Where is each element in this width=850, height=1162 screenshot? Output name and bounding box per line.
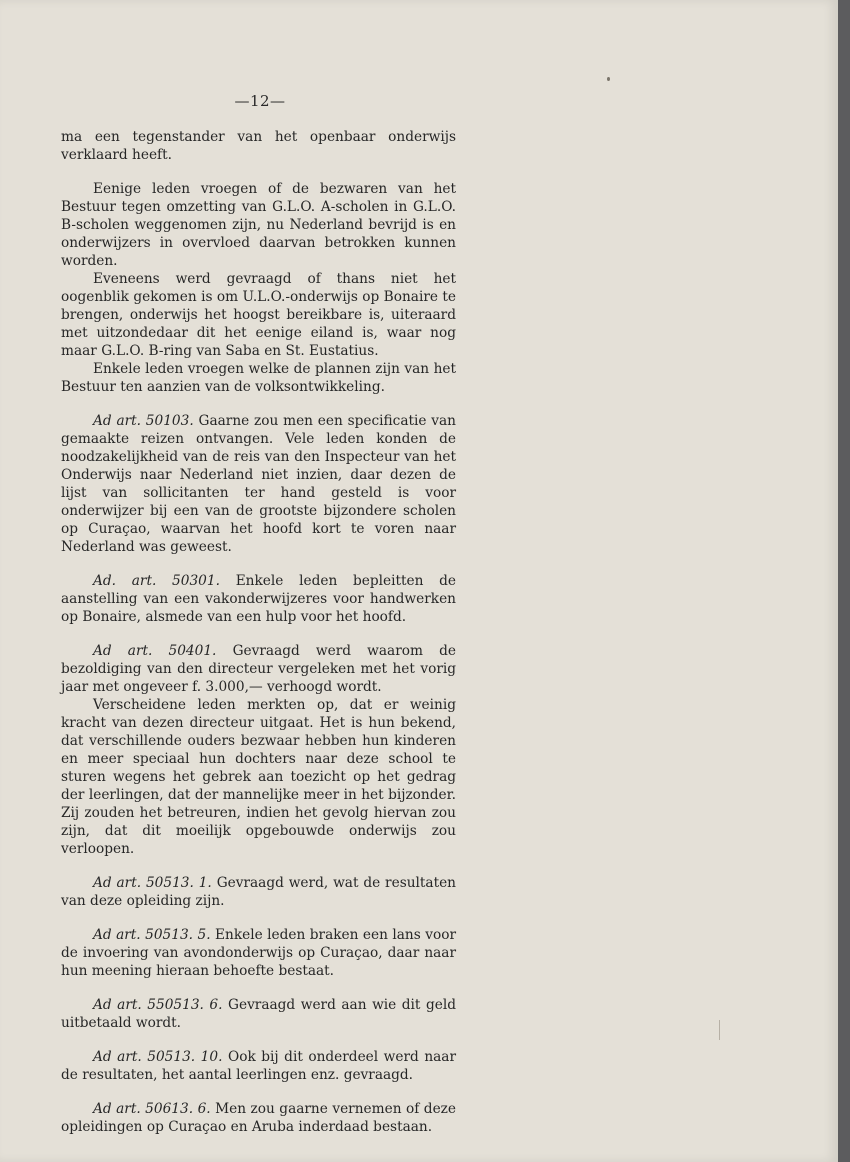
paragraph-article bbox=[61, 412, 456, 556]
paragraph-article bbox=[61, 1048, 456, 1084]
page-number: —12— bbox=[234, 92, 286, 110]
article-reference: Ad art. 550513. 6. bbox=[93, 997, 223, 1013]
paragraph: Enkele leden vroegen welke de plannen zijn van het Bestuur ten aanzien van de volksontwikkeling. bbox=[61, 361, 456, 395]
paper-speck bbox=[607, 77, 610, 81]
paragraph-article bbox=[61, 642, 456, 696]
paragraph-body: Gevraagd werd waarom de bezoldiging van den directeur vergeleken met het vorig jaar met ongeveer f. 3.000,— verhoogd wordt. bbox=[61, 643, 457, 695]
paper-mark bbox=[719, 1020, 720, 1040]
paragraph-body: Enkele leden bepleitten de aanstelling van een vakonderwijzeres voor handwerken op Bonaire, alsmede van een hulp voor het hoofd. bbox=[61, 573, 456, 625]
article-reference: Ad art. 50513. 10. bbox=[93, 1049, 223, 1065]
text-column bbox=[61, 128, 456, 1136]
paragraph-article bbox=[61, 926, 456, 980]
article-reference: Ad art. 50513. 5. bbox=[93, 927, 211, 943]
paragraph: Verscheidene leden merkten op, dat er weinig kracht van dezen directeur uitgaat. Het is hun bekend, dat verschillende ouders bezwaar hebben hun kinderen en meer speciaal hun dochters naar deze school te sturen wegens het gebrek aan toezicht op het gedrag der leerlingen, dat der mannelijke meer in het bijzonder. Zij zouden het betreuren, indien het gevolg hiervan zou zijn, dat dit moeilijk opgebouwde onderwijs zou verloopen. bbox=[61, 697, 456, 857]
paragraph-continuation: ma een tegenstander van het openbaar onderwijs verklaard heeft. bbox=[61, 129, 456, 163]
paragraph-body: Ook bij dit onderdeel werd naar de resultaten, het aantal leerlingen enz. gevraagd. bbox=[61, 1049, 456, 1083]
paragraph-body: Men zou gaarne vernemen of deze opleidingen op Curaçao en Aruba inderdaad bestaan. bbox=[61, 1101, 456, 1135]
paragraph: Eenige leden vroegen of de bezwaren van het Bestuur tegen omzetting van G.L.O. A-scholen in G.L.O. B-scholen weggenomen zijn, nu Nederland bevrijd is en onderwijzers in overvloed daarvan betrokken kunnen worden. bbox=[61, 181, 456, 269]
article-reference: Ad art. 50613. 6. bbox=[93, 1101, 211, 1117]
paragraph-body: Enkele leden braken een lans voor de invoering van avondonderwijs op Curaçao, daar naar hun meening hieraan behoefte bestaat. bbox=[61, 927, 456, 979]
article-reference: Ad. art. 50301. bbox=[93, 573, 220, 589]
article-reference: Ad art. 50103. bbox=[93, 413, 194, 429]
article-reference: Ad art. 50513. 1. bbox=[93, 875, 212, 891]
paragraph-article bbox=[61, 996, 456, 1032]
paragraph-article bbox=[61, 1100, 456, 1136]
paragraph-body: Gevraagd werd aan wie dit geld uitbetaald wordt. bbox=[61, 997, 456, 1031]
paragraph-article bbox=[61, 572, 456, 626]
paragraph-article bbox=[61, 874, 456, 910]
paragraph: Eveneens werd gevraagd of thans niet het oogenblik gekomen is om U.L.O.-onderwijs op Bonaire te brengen, onderwijs het hoogst bereikbare is, uiteraard met uitzondedaar dit het eenige eiland is, waar nog maar G.L.O. B-ring van Saba en St. Eustatius. bbox=[61, 271, 456, 359]
paragraph-body: Gaarne zou men een specificatie van gemaakte reizen ontvangen. Vele leden konden de noodzakelijkheid van de reis van den Inspecteur van het Onderwijs naar Nederland niet inzien, daar dezen de lijst van sollicitanten ter hand gesteld is voor onderwijzer bij een van de grootste bijzondere scholen op Curaçao, waarvan het hoofd kort te voren naar Nederland was geweest. bbox=[61, 413, 456, 555]
article-reference: Ad art. 50401. bbox=[93, 643, 217, 659]
paragraph-body: Gevraagd werd, wat de resultaten van deze opleiding zijn. bbox=[61, 875, 456, 909]
